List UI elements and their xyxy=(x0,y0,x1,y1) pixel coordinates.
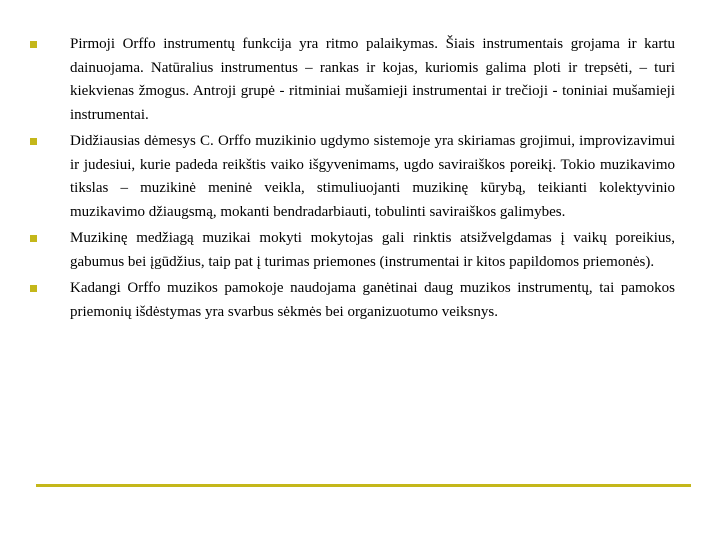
bullet-text: Kadangi Orffo muzikos pamokoje naudojama ganėtinai daug muzikos instrumentų, tai pamokos priemonių išdėstymas yra svarbus sėkmės bei organizuotumo veiksnys. xyxy=(70,280,675,320)
square-bullet-icon xyxy=(30,235,37,242)
bullet-text: Didžiausias dėmesys C. Orffo muzikinio ugdymo sistemoje yra skiriamas grojimui, improvizavimui ir judesiui, kurie padeda reikštis vaiko išgyvenimams, ugdo saviraiškos poreikį. Tokio muzikavimo tikslas – muzikinė meninė veikla, stimuliuojanti muzikinę kūrybą, teikianti kolektyvinio muzikavimo džiaugsmą, mokanti bendradarbiauti, tobulinti saviraiškos galimybes. xyxy=(70,133,675,220)
square-bullet-icon xyxy=(30,285,37,292)
footer-divider xyxy=(36,484,691,487)
bullet-item xyxy=(30,130,675,224)
bullet-item xyxy=(30,227,675,274)
bullet-list xyxy=(30,33,675,327)
bullet-item xyxy=(30,33,675,127)
bullet-text: Pirmoji Orffo instrumentų funkcija yra ritmo palaikymas. Šiais instrumentais grojama ir kartu dainuojama. Natūralius instrumentus – rankas ir kojas, kuriomis galima ploti ir trepsėti, – turi kiekvienas žmogus. Antroji grupė - ritminiai mušamieji instrumentai ir trečioji - toniniai mušamieji instrumentai. xyxy=(70,36,675,123)
bullet-text: Muzikinę medžiagą muzikai mokyti mokytojas gali rinktis atsižvelgdamas į vaikų poreikius, gabumus bei įgūdžius, taip pat į turimas priemones (instrumentai ir kitos papildomos priemonės). xyxy=(70,230,675,270)
bullet-item xyxy=(30,277,675,324)
square-bullet-icon xyxy=(30,41,37,48)
square-bullet-icon xyxy=(30,138,37,145)
